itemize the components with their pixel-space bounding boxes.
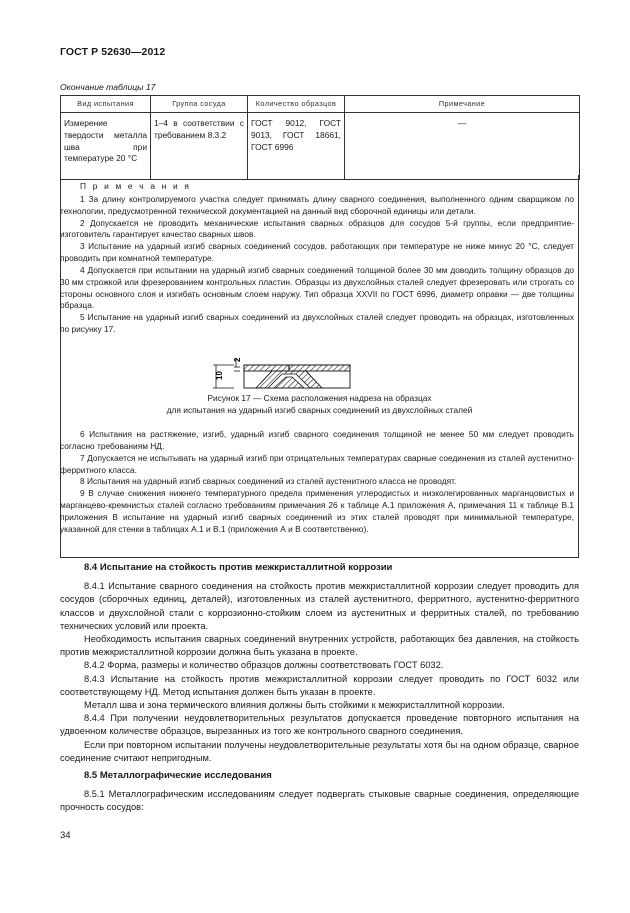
column-header-note: Примечание [345, 96, 580, 113]
cell-count: ГОСТ 9012, ГОСТ 9013, ГОСТ 18661, ГОСТ 6996 [248, 113, 345, 180]
paragraph-8-4-4: 8.4.4 При получении неудовлетворительных результатов допускается проведение повторного испытания на удвоенном количестве образцов, вырезанных из того же контрольного сварного соединения. [60, 713, 579, 737]
paragraph-8-4-1: 8.4.1 Испытание сварного соединения на стойкость против межкристаллитной коррозии следует проводить для сосудов (сборочных единиц, деталей), изготовленных из сталей аустенитного, ферритного, аустенитно-ферритного классов и двухслойной стали с коррозионно-стойким слоем из аустенитных и ферритных сталей, по требованию технических условий или проекта. [60, 581, 579, 631]
note-1: 1 За длину контролируемого участка следует принимать длину сварного соединения, выполненного одним сварщиком по технологии, предусмотренной технической документацией на данный вид сборочной единицы или детали. [60, 193, 574, 216]
figure-caption-line-2: для испытания на ударный изгиб сварных соединений из двухслойных сталей [166, 404, 473, 415]
figure-caption-line-1: Рисунок 17 — Схема расположения надреза на образцах [207, 393, 432, 403]
table-notes [60, 181, 579, 336]
note-3: 3 Испытание на ударный изгиб сварных соединений сосудов, работающих при температуре не ниже минус 20 °С, следует проводить при комнатной температуре. [60, 241, 574, 264]
paragraph-8-4-4-b: Если при повторном испытании получены неудовлетворительные результаты хотя бы на одном образце, сварное соединение считают непригодным. [60, 739, 579, 763]
dimension-label-10: 10 [215, 371, 224, 380]
table-17 [60, 95, 580, 180]
section-heading-8-5: 8.5 Металлографические исследования [84, 770, 272, 782]
paragraph-8-5-1: 8.5.1 Металлографическим исследованиям следует подвергать стыковые сварные соединения, определяющие прочность сосудов: [60, 789, 579, 813]
section-heading-8-4: 8.4 Испытание на стойкость против межкристаллитной коррозии [84, 562, 393, 573]
note-8: 8 Испытания на ударный изгиб сварных соединений из сталей аустенитного класса не проводят. [80, 476, 457, 487]
page-number: 34 [60, 830, 71, 841]
paragraph-8-4-2: 8.4.2 Форма, размеры и количество образцов должны соответствовать ГОСТ 6032. [84, 660, 444, 671]
column-header-count: Количество образцов [248, 96, 345, 113]
note-9: 9 В случае снижения нижнего температурного предела применения углеродистых и низколегированных марганцовистых и марганцево-кремнистых сталей согласно требованиям примечания 26 к таблице А.1 приложения А, примечания 11 к таблице В.1 приложения В испытание на ударный изгиб сварных соединений из этих сталей проводят при минимальной температуре, указанной для стенки в таблицах А.1 и В.1 (приложения А и В соответственно). [60, 488, 574, 534]
table-caption: Окончание таблицы 17 [60, 82, 156, 92]
paragraph-8-4-1-b: Необходимость испытания сварных соединений внутренних устройств, работающих без давления, на стойкость против межкристаллитной коррозии должна быть указана в проекте. [60, 634, 579, 658]
note-6: 6 Испытания на растяжение, изгиб, ударный изгиб сварного соединения толщиной не менее 50 мм следует проводить согласно требованиям НД. [60, 429, 574, 451]
table-header-row [61, 96, 580, 113]
paragraph-8-4-3-b: Металл шва и зона термического влияния должны быть стойкими к межкристаллитной коррозии. [84, 700, 505, 711]
main-text [60, 561, 579, 815]
cell-group: 1–4 в соответствии с требованием 8.3.2 [151, 113, 248, 180]
dimension-label-2: 2 [233, 357, 242, 362]
cell-test: Измерение твердости металла шва при температуре 20 °С [61, 113, 151, 180]
document-header: ГОСТ Р 52630—2012 [60, 46, 166, 58]
paragraph-8-4-3: 8.4.3 Испытание на стойкость против межкристаллитной коррозии следует проводить по ГОСТ 6032 или соответствующему НД. Метод испытания должен быть указан в проекте. [60, 673, 579, 697]
note-2: 2 Допускается не проводить механические испытания сварных образцов для сосудов 5-й группы, если предприятие-изготовитель гарантирует качество сварных швов. [60, 217, 574, 240]
specimen-body [244, 365, 350, 388]
note-5: 5 Испытание на ударный изгиб сварных соединений из двухслойных сталей следует проводить на образцах, изготовленных по рисунку 17. [60, 312, 574, 335]
column-header-test: Вид испытания [61, 96, 151, 113]
note-4: 4 Допускается при испытании на ударный изгиб сварных соединений толщиной более 30 мм доводить толщину образцов до 30 мм строжкой или фрезерованием контрольных пластин. Образцы из двухслойных сталей следует фрезеровать или строгать со стороны основного слоя и изгибать основным слоем наружу. Тип образца XXVII по ГОСТ 6996, диаметр оправки — две толщины образца. [60, 264, 574, 311]
notes-title: П р и м е ч а н и я [80, 181, 192, 191]
table-notes-continued [60, 429, 579, 536]
column-header-group: Группа сосуда [151, 96, 248, 113]
note-7: 7 Допускается не испытывать на ударный изгиб при отрицательных температурах сварные соединения из сталей аустенитно-ферритного класса. [60, 452, 574, 475]
cell-note: — [345, 113, 580, 180]
figure-17-specimen-diagram [212, 350, 354, 390]
figure-caption [60, 393, 579, 417]
table-row [61, 113, 580, 180]
